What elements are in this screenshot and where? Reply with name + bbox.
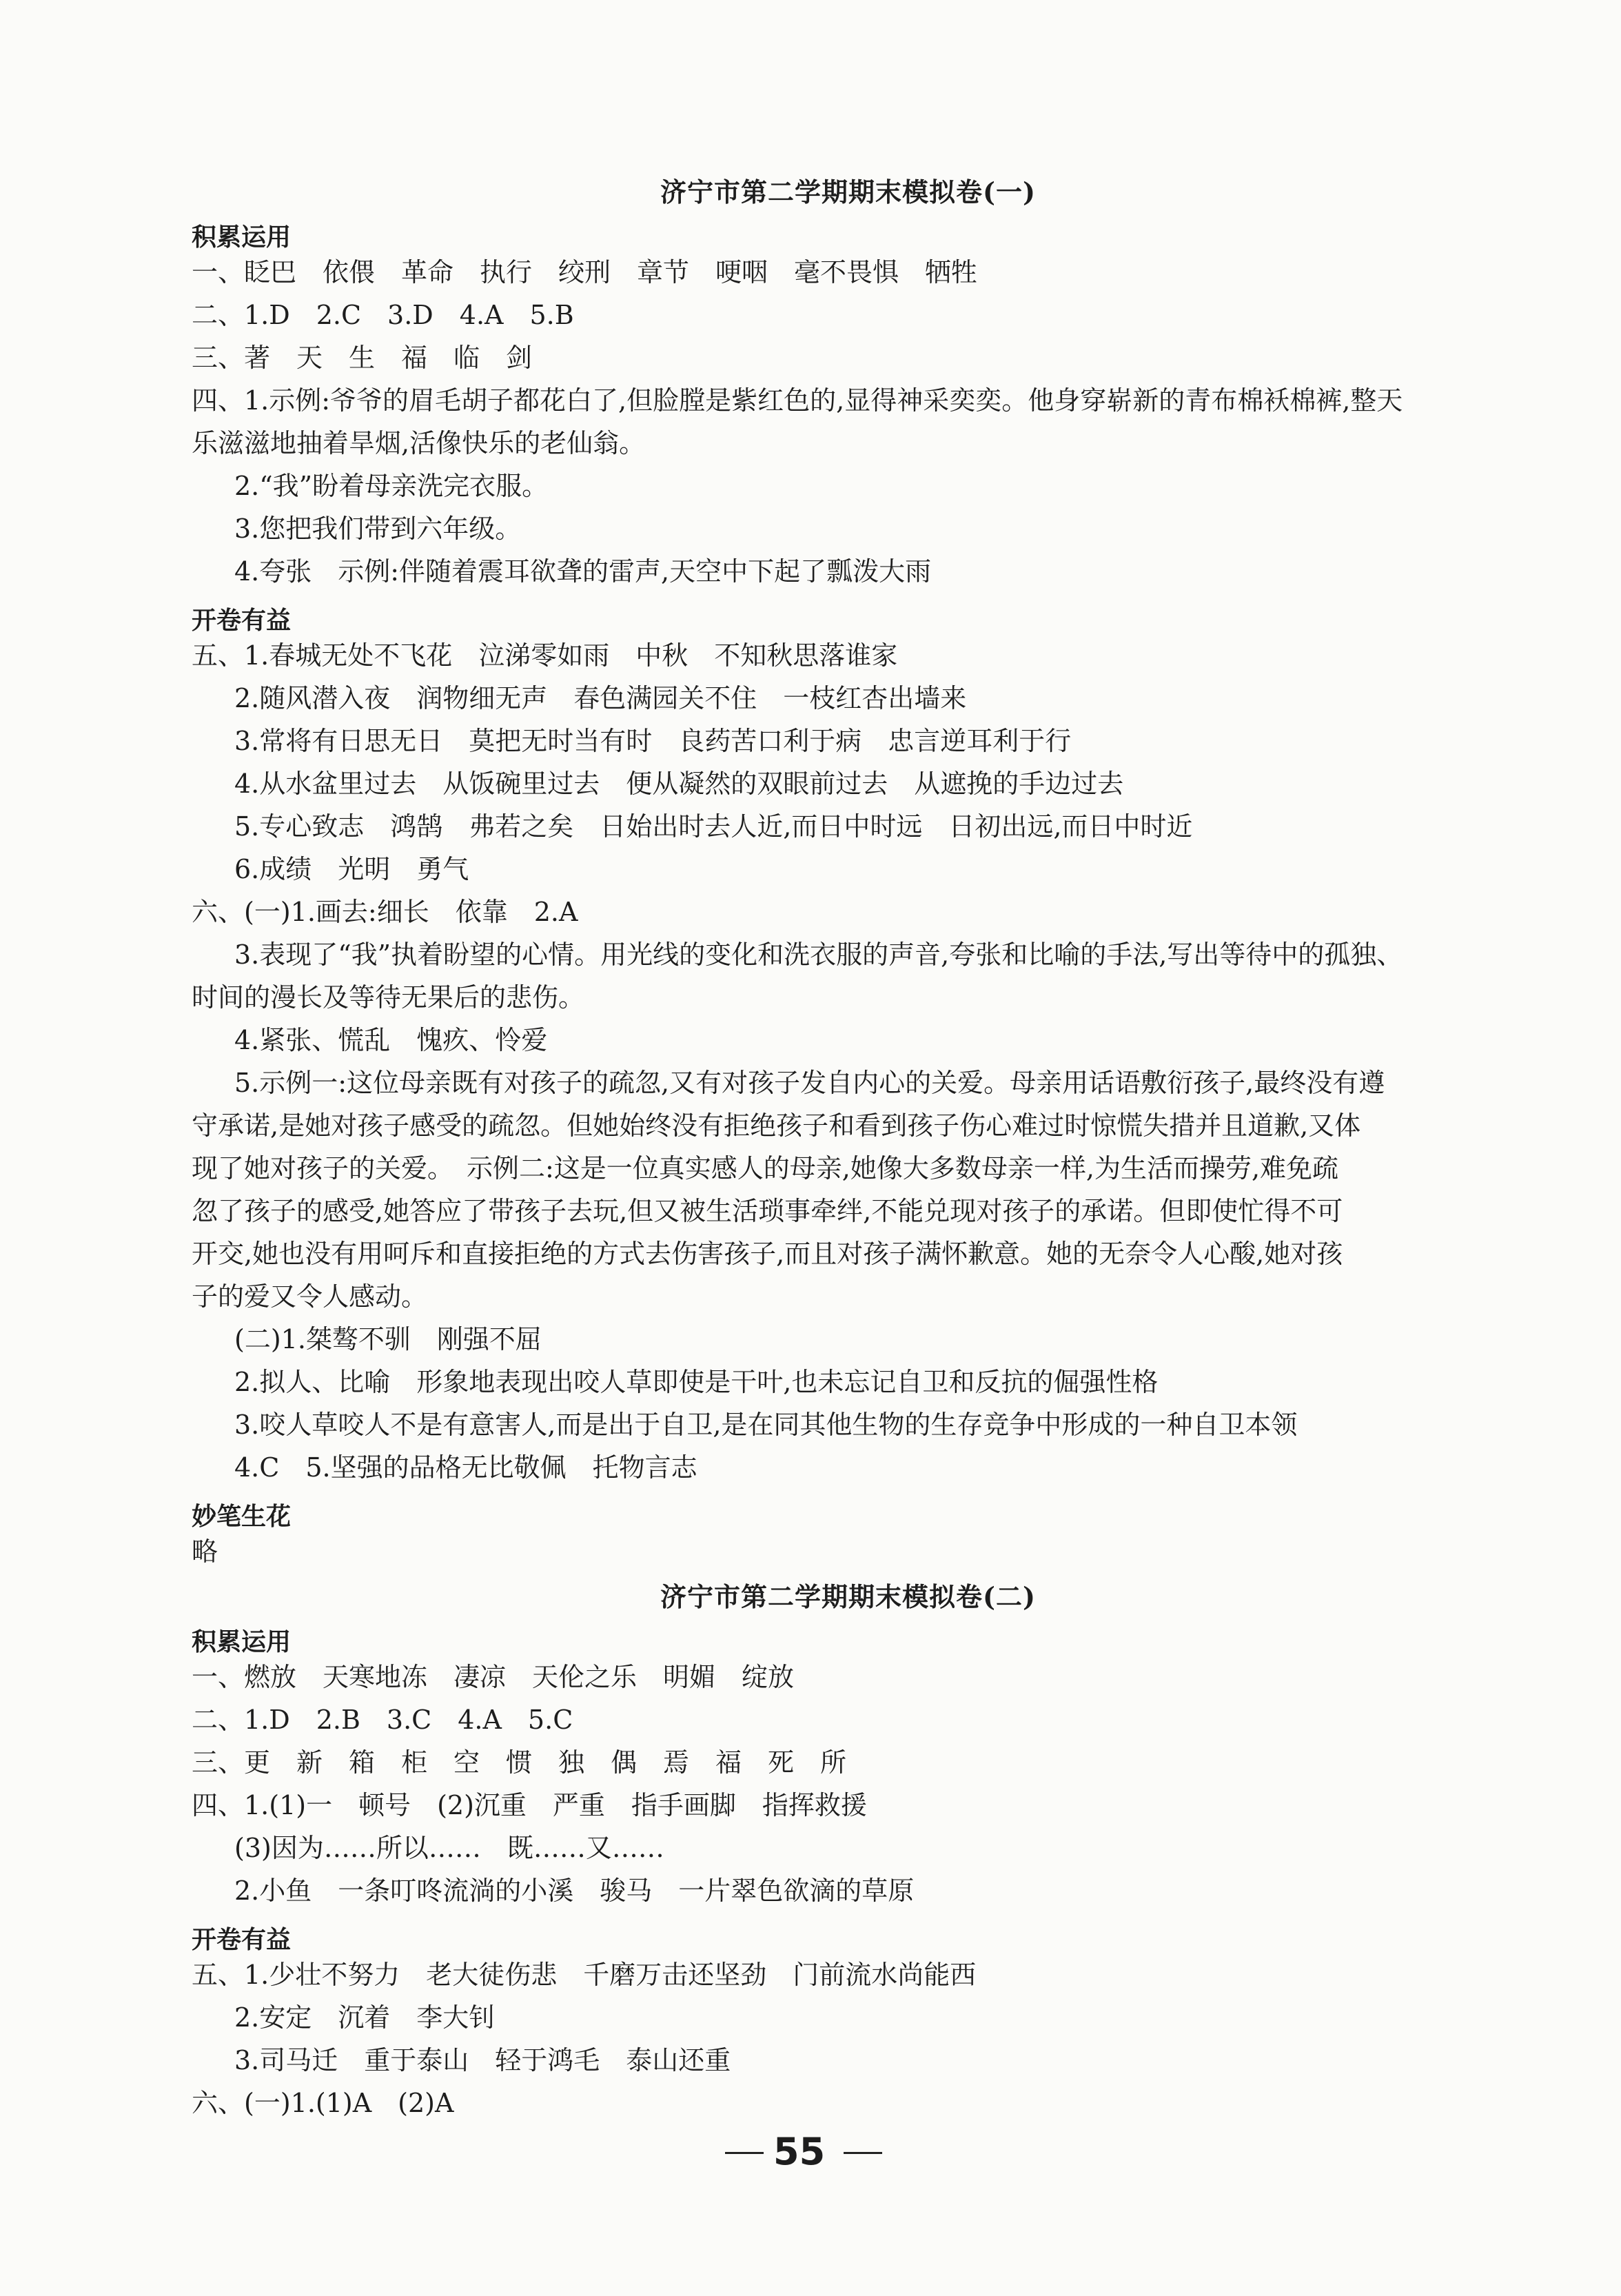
paper1-answer-line: 现了她对孩子的关爱。 示例二:这是一位真实感人的母亲,她像大多数母亲一样,为生活而操劳,难免疏: [192, 1153, 1339, 1183]
paper2-answer-line: 三、更 新 箱 柜 空 惯 独 偶 焉 福 死 所: [192, 1747, 847, 1778]
paper1-answer-line: (二)1.桀骜不驯 刚强不屈: [234, 1324, 542, 1354]
paper1-answer-line: 时间的漫长及等待无果后的悲伤。: [192, 982, 585, 1013]
page-number: 55: [773, 2130, 826, 2173]
paper1-answer-line: 3.咬人草咬人不是有意害人,而是出于自卫,是在同其他生物的生存竞争中形成的一种自卫本领: [234, 1410, 1298, 1440]
paper1-answer-line: 六、(一)1.画去:细长 依靠 2.A: [192, 897, 578, 927]
paper1-answer-line: 乐滋滋地抽着旱烟,活像快乐的老仙翁。: [192, 428, 646, 458]
paper2-answer-line: 一、燃放 天寒地冻 凄凉 天伦之乐 明媚 绽放: [192, 1662, 795, 1692]
paper1-answer-line: 5.专心致志 鸿鹄 弗若之矣 日始出时去人近,而日中时远 日初出远,而日中时近: [234, 811, 1193, 842]
paper2-answer-line: 五、1.少壮不努力 老大徒伤悲 千磨万击还坚劲 门前流水尚能西: [192, 1960, 977, 1990]
paper1-answer-line: 2.拟人、比喻 形象地表现出咬人草即使是干叶,也未忘记自卫和反抗的倔强性格: [234, 1367, 1159, 1397]
paper1-answer-line: 子的爱又令人感动。: [192, 1281, 428, 1312]
paper1-answer-line: 2.“我”盼着母亲洗完衣服。: [234, 471, 549, 501]
paper1-answer-line: 3.常将有日思无日 莫把无时当有时 良药苦口利于病 忠言逆耳利于行: [234, 726, 1072, 756]
paper1-answer-line: 二、1.D 2.C 3.D 4.A 5.B: [192, 300, 574, 330]
paper2-answer-line: 六、(一)1.(1)A (2)A: [192, 2088, 454, 2118]
paper1-section-reading: 开卷有益: [192, 607, 292, 635]
paper2-answer-line: (3)因为……所以…… 既……又……: [234, 1833, 664, 1863]
paper1-answer-line: 2.随风潜入夜 润物细无声 春色满园关不住 一枝红杏出墙来: [234, 683, 967, 713]
page-number-dash-left: [725, 2152, 764, 2154]
paper2-section-reading: 开卷有益: [192, 1926, 292, 1954]
paper1-answer-line: 6.成绩 光明 勇气: [234, 854, 469, 884]
paper2-answer-line: 二、1.D 2.B 3.C 4.A 5.C: [192, 1705, 573, 1735]
paper1-answer-line: 5.示例一:这位母亲既有对孩子的疏忽,又有对孩子发自内心的关爱。母亲用话语敷衍孩子,最终没有遵: [234, 1068, 1385, 1098]
paper1-answer-line: 一、眨巴 依偎 革命 执行 绞刑 章节 哽咽 毫不畏惧 牺牲: [192, 257, 978, 287]
paper1-answer-line: 4.夸张 示例:伴随着震耳欲聋的雷声,天空中下起了瓢泼大雨: [234, 556, 932, 587]
paper1-answer-line: 4.紧张、慌乱 愧疚、怜爱: [234, 1025, 548, 1055]
paper1-answer-line: 五、1.春城无处不飞花 泣涕零如雨 中秋 不知秋思落谁家: [192, 640, 898, 671]
paper1-answer-line: 3.您把我们带到六年级。: [234, 514, 522, 544]
paper1-answer-line: 四、1.示例:爷爷的眉毛胡子都花白了,但脸膛是紫红色的,显得神采奕奕。他身穿崭新的青布棉袄棉裤,整天: [192, 385, 1403, 416]
paper1-answer-line: 守承诺,是她对孩子感受的疏忽。但她始终没有拒绝孩子和看到孩子伤心难过时惊慌失措并且道歉,又体: [192, 1110, 1361, 1141]
paper1-answer-line: 4.从水盆里过去 从饭碗里过去 便从凝然的双眼前过去 从遮挽的手边过去: [234, 769, 1124, 799]
paper1-answer-line: 三、著 天 生 福 临 剑: [192, 343, 533, 373]
paper1-section-writing: 妙笔生花: [192, 1503, 292, 1531]
page-number-dash-right: [844, 2152, 882, 2154]
paper2-title: 济宁市第二学期期末模拟卷(二): [660, 1581, 1036, 1612]
paper1-answer-line: 开交,她也没有用呵斥和直接拒绝的方式去伤害孩子,而且对孩子满怀歉意。她的无奈令人心酸,她对孩: [192, 1239, 1343, 1269]
paper1-section-accumulation: 积累运用: [192, 223, 292, 252]
paper1-answer-line: 忽了孩子的感受,她答应了带孩子去玩,但又被生活琐事牵绊,不能兑现对孩子的承诺。但即使忙得不可: [192, 1196, 1343, 1226]
paper2-section-accumulation: 积累运用: [192, 1628, 292, 1656]
paper1-title: 济宁市第二学期期末模拟卷(一): [660, 176, 1036, 207]
paper2-answer-line: 2.小鱼 一条叮咚流淌的小溪 骏马 一片翠色欲滴的草原: [234, 1876, 915, 1906]
paper2-answer-line: 3.司马迁 重于泰山 轻于鸿毛 泰山还重: [234, 2045, 731, 2075]
paper2-answer-line: 四、1.(1)一 顿号 (2)沉重 严重 指手画脚 指挥救援: [192, 1790, 867, 1820]
paper1-answer-line: 4.C 5.坚强的品格无比敬佩 托物言志: [234, 1452, 697, 1483]
paper1-answer-line: 略: [192, 1536, 218, 1567]
paper1-answer-line: 3.表现了“我”执着盼望的心情。用光线的变化和洗衣服的声音,夸张和比喻的手法,写出等待中的孤独、: [234, 939, 1403, 970]
paper2-answer-line: 2.安定 沉着 李大钊: [234, 2002, 496, 2033]
